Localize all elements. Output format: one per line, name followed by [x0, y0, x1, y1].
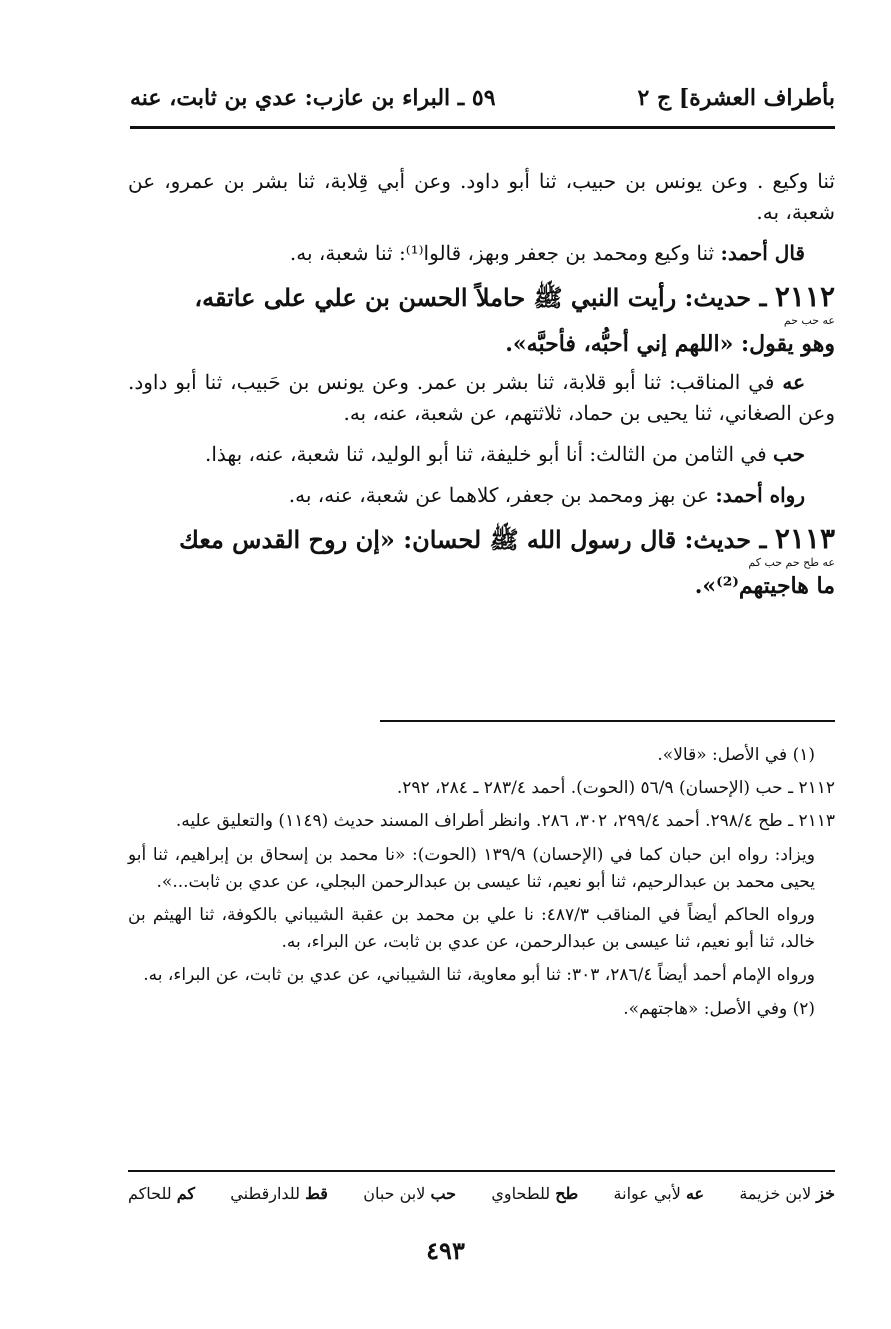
footnote: ويزاد: رواه ابن حبان كما في (الإحسان) ١٣٩/٩ (الحوت): «نا محمد بن إسحاق بن إبراهيم، ثنا أبو يحيى محمد بن عبدالرحيم، ثنا أبو نعيم، ثنا عيسى بن عبدالرحمن البجلي، عن عدي بن ثابت...».: [128, 844, 815, 892]
hadith-entry: [128, 521, 835, 601]
paragraph: [128, 480, 835, 511]
legend-name: للدارقطني: [230, 1184, 300, 1203]
hadith-title: ـ حديث: قال رسول الله ﷺ لحسان: «إن روح القدس معك: [179, 524, 775, 554]
hadith-number: ٢١١٢: [774, 280, 835, 313]
hadith-continuation: ما هاجيتهم⁽²⁾».: [694, 573, 835, 600]
legend-name: للحاكم: [128, 1184, 172, 1203]
main-text: [128, 166, 835, 609]
legend-item: [491, 1184, 578, 1203]
page-number: ٤٩٣: [426, 1236, 465, 1265]
legend-name: للطحاوي: [491, 1184, 551, 1203]
legend-abbr: خز: [816, 1184, 835, 1203]
hadith-continuation: وهو يقول: «اللهم إني أحبُّه، فأحبَّه».: [505, 331, 835, 358]
hadith-title: ـ حديث: رأيت النبي ﷺ حاملاً الحسن بن علي على عاتقه،: [194, 283, 775, 312]
legend-item: [128, 1184, 195, 1203]
hadith-number: ٢١١٣: [774, 521, 835, 555]
legend-name: لأبي عوانة: [613, 1184, 681, 1203]
legend-abbr: قط: [305, 1184, 328, 1203]
source-label: حب: [772, 441, 805, 466]
header-section-title: ٥٩ ـ البراء بن عازب: عدي بن ثابت، عنه: [130, 85, 496, 111]
source-label: قال أحمد:: [720, 241, 805, 265]
legend-item: [614, 1184, 705, 1203]
header-book-title: بأطراف العشرة] ج ٢: [637, 85, 835, 111]
paragraph: ثنا وكيع . وعن يونس بن حبيب، ثنا أبو داود. وعن أبي قِلابة، ثنا بشر بن عمرو، عن شعبة، به.: [128, 169, 835, 224]
footnote: ٢١١٣ ـ طح ٢٩٨/٤. أحمد ٢٩٩/٤، ٣٠٢، ٢٨٦. وانظر أطراف المسند حديث (١١٤٩) والتعليق عليه.: [175, 811, 835, 832]
legend-abbr: طح: [555, 1184, 579, 1203]
paragraph: [128, 439, 835, 470]
source-label: رواه أحمد:: [715, 482, 805, 507]
legend-item: [739, 1184, 835, 1203]
footnotes: [128, 742, 835, 1029]
source-label: عه: [782, 369, 805, 394]
legend-name: لابن حبان: [363, 1184, 426, 1203]
footnote-rule: [380, 720, 835, 722]
source-sigla: عه طح حم حب كم: [748, 556, 835, 570]
footnote: ورواه الحاكم أيضاً في المناقب ٤٨٧/٣: نا علي بن محمد بن عقبة الشيباني بالكوفة، ثنا الهيثم بن خالد، ثنا أبو نعيم، ثنا عيسى بن عبدالرحمن، عن عدي بن ثابت، عن البراء، به.: [128, 904, 816, 953]
paragraph-text: عن بهز ومحمد بن جعفر، كلاهما عن شعبة، عنه، به.: [288, 482, 716, 507]
header-rule: [130, 126, 835, 129]
paragraph: [128, 367, 835, 429]
paragraph-text: في المناقب: ثنا أبو قلابة، ثنا بشر بن عمر. وعن يونس بن حَبيب، ثنا أبو داود. وعن الصغاني، ثنا يحيى بن حماد، ثلاثتهم، عن شعبة، عنه، به.: [128, 369, 835, 425]
legend-name: لابن خزيمة: [739, 1184, 812, 1203]
legend-item: [363, 1184, 456, 1203]
legend-abbr: حب: [430, 1184, 457, 1203]
legend-item: [230, 1184, 328, 1203]
footnote: ٢١١٢ ـ حب (الإحسان) ٥٦/٩ (الحوت). أحمد ٢٨٣/٤ ـ ٢٨٤، ٢٩٢.: [396, 778, 835, 799]
running-header: [130, 78, 835, 118]
paragraph: [128, 238, 835, 269]
legend-rule: [128, 1170, 835, 1172]
footnote: (١) في الأصل: «قالا».: [657, 745, 815, 765]
abbreviation-legend: [128, 1184, 835, 1203]
hadith-entry: [128, 279, 835, 359]
source-sigla: عه حب حم: [783, 314, 835, 328]
footnote: ورواه الإمام أحمد أيضاً ٢٨٦/٤، ٣٠٣: ثنا أبو معاوية، ثنا الشيباني، عن عدي بن ثابت، عن البراء، به.: [143, 965, 815, 986]
legend-abbr: كم: [176, 1184, 195, 1203]
footnote: (٢) وفي الأصل: «هاجتهم».: [623, 998, 815, 1019]
paragraph-text: ثنا وكيع ومحمد بن جعفر وبهز، قالوا⁽¹⁾: ثنا شعبة، به.: [289, 241, 721, 265]
legend-abbr: عه: [685, 1184, 705, 1203]
paragraph-text: في الثامن من الثالث: أنا أبو خليفة، ثنا أبو الوليد، ثنا شعبة، عنه، بهذا.: [204, 441, 773, 466]
